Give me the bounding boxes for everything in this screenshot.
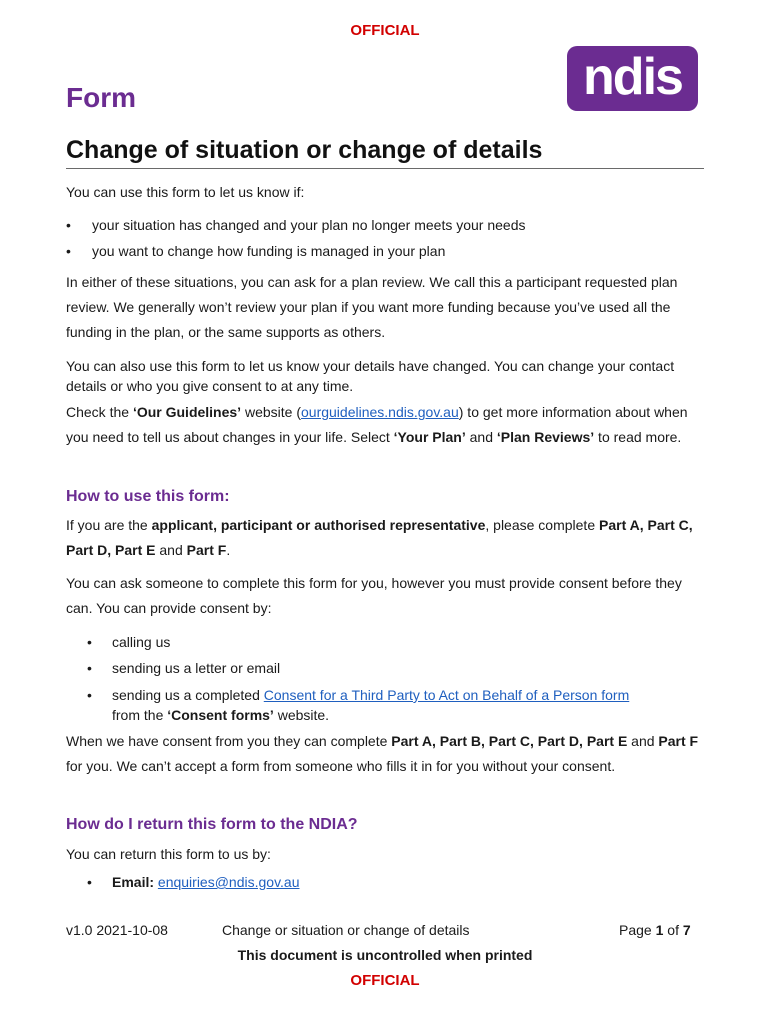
footer-page-number: Page 1 of 7 [619,922,691,938]
ndis-logo-text: ndis [583,48,682,106]
email-link[interactable]: enquiries@ndis.gov.au [157,874,300,890]
details-change-paragraph: You can also use this form to let us know your details have changed. You can change your contact details or who you give consent to at any time. [66,358,675,394]
bullet-icon: • [87,660,92,676]
how-to-use-heading: How to use this form: [66,488,230,505]
ndis-logo [567,46,698,111]
footer-doc-title: Change or situation or change of details [222,922,470,938]
intro-lead: You can use this form to let us know if: [66,184,305,200]
third-party-consent-form-link[interactable]: Consent for a Third Party to Act on Behalf of a Person form [263,687,630,703]
classification-label-top: OFFICIAL [350,22,420,39]
bullet-icon: • [87,687,92,703]
return-heading: How do I return this form to the NDIA? [66,816,358,833]
plan-review-paragraph: In either of these situations, you can ask for a plan review. We call this a participant requested plan review. We generally won’t review your plan if you want more funding because you’ve used all the funding in the plan, or the same supports as others. [66,274,678,340]
page-title: Change of situation or change of details [66,136,704,169]
footer-uncontrolled-notice: This document is uncontrolled when printed [237,947,533,963]
return-lead: You can return this form to us by: [66,846,271,862]
bullet-icon: • [66,217,71,233]
guidelines-paragraph: Check the ‘Our Guidelines’ website (ourguidelines.ndis.gov.au) to get more information about when you need to tell us about changes in your life. Select ‘Your Plan’ and ‘Plan Reviews’ to read more. [66,404,688,445]
classification-label-bottom: OFFICIAL [350,972,420,989]
list-item: • sending us a completed Consent for a Third Party to Act on Behalf of a Person form from the ‘Consent forms’ website. [87,687,630,723]
form-label: Form [66,82,136,113]
bullet-icon: • [87,874,92,890]
bullet-icon: • [66,243,71,259]
guidelines-link[interactable]: ourguidelines.ndis.gov.au [301,404,459,420]
consent-paragraph: You can ask someone to complete this form for you, however you must provide consent before they can. You can provide consent by: [66,575,682,616]
footer-version: v1.0 2021-10-08 [66,922,168,938]
third-party-completion-paragraph: When we have consent from you they can complete Part A, Part B, Part C, Part D, Part E and Part F for you. We can’t accept a form from someone who fills it in for you without your consent. [66,733,699,774]
applicant-instructions: If you are the applicant, participant or authorised representative, please complete Part A, Part C, Part D, Part E and Part F. [66,517,693,558]
email-label: Email: [112,874,155,890]
bullet-icon: • [87,634,92,650]
